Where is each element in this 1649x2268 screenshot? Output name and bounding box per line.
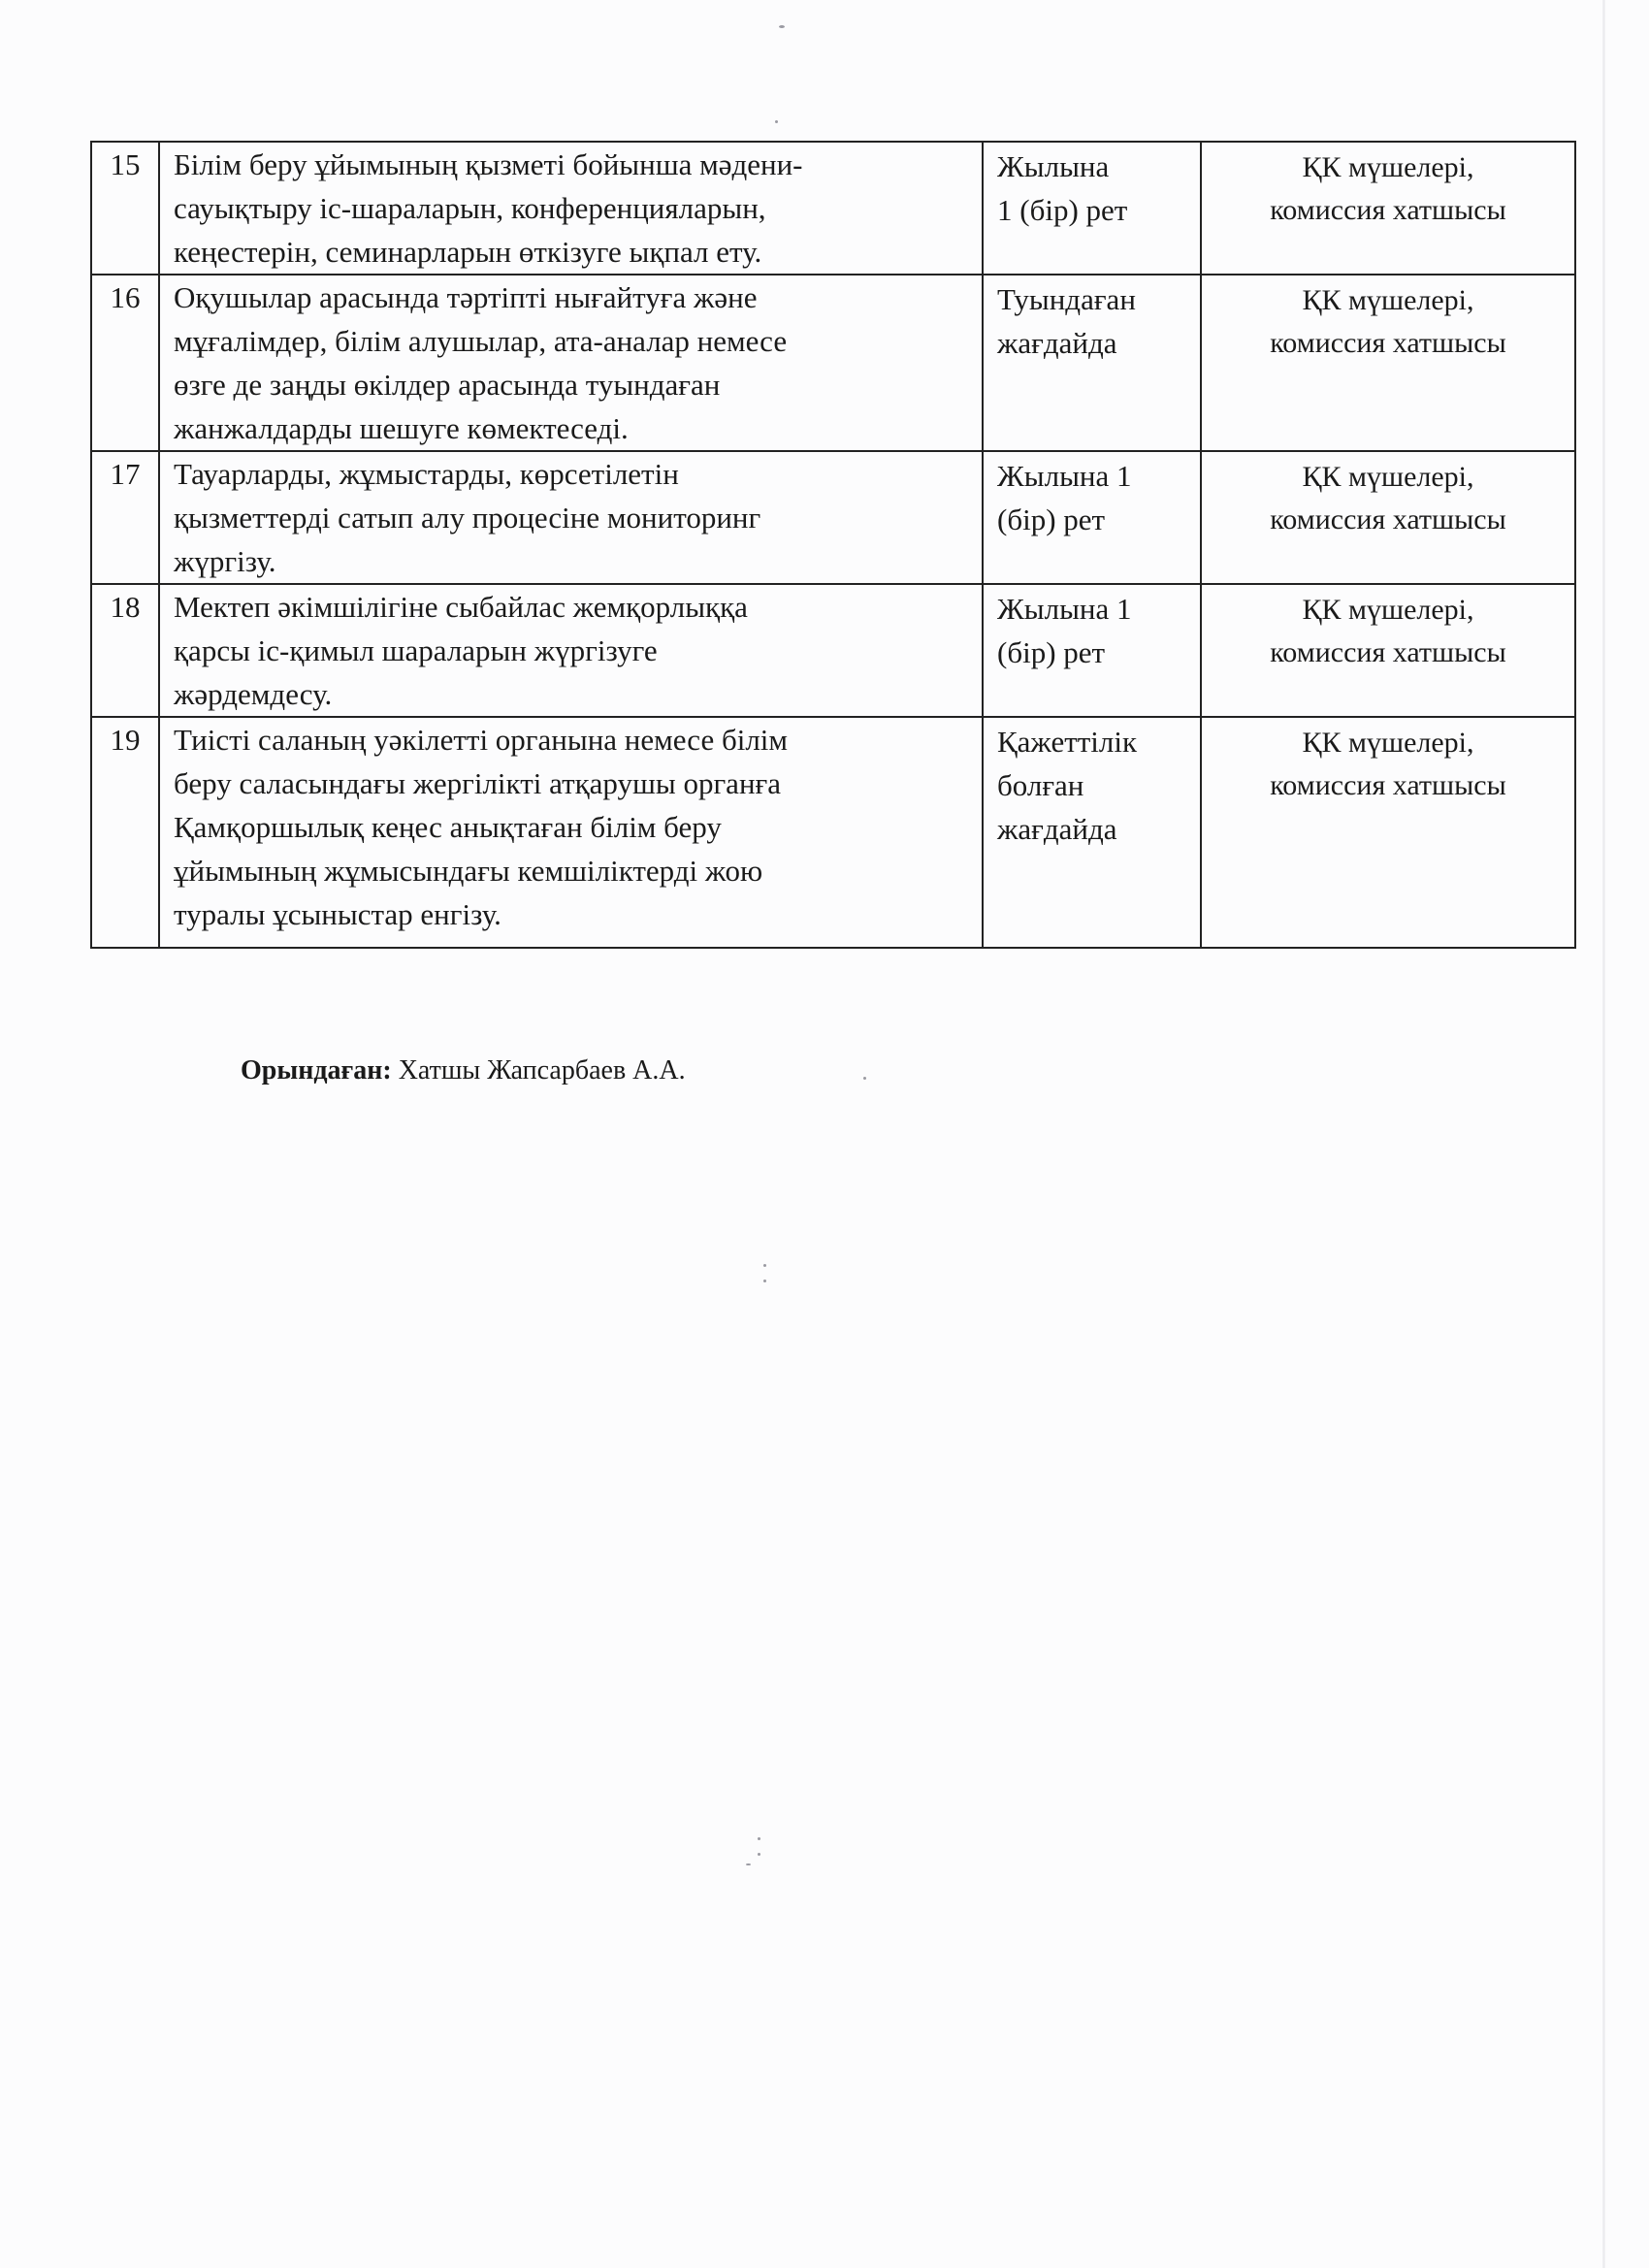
description-cell bbox=[159, 717, 983, 948]
frequency-line: 1 (бір) рет bbox=[997, 193, 1128, 227]
scan-speck bbox=[758, 1853, 760, 1856]
frequency-line: жағдайда bbox=[997, 812, 1117, 846]
frequency-line: Қажеттілік bbox=[997, 725, 1138, 759]
description-line: Оқушылар арасында тәртіпті нығайтуға және bbox=[174, 280, 758, 314]
action-plan-table bbox=[90, 141, 1576, 949]
responsible-line: комиссия хатшысы bbox=[1270, 636, 1506, 668]
description-line: өзге де заңды өкілдер арасында туындаған bbox=[174, 368, 721, 402]
description-cell bbox=[159, 451, 983, 584]
description-line: ұйымының жұмысындағы кемшіліктерді жою bbox=[174, 854, 763, 888]
signature-label: Орындаған: bbox=[241, 1055, 392, 1085]
responsible-line: ҚК мүшелері, bbox=[1302, 727, 1474, 759]
responsible-cell bbox=[1201, 142, 1575, 275]
table-row bbox=[91, 717, 1575, 948]
table-row bbox=[91, 275, 1575, 451]
responsible-cell bbox=[1201, 451, 1575, 584]
scan-speck bbox=[775, 120, 778, 123]
description-line: беру саласындағы жергілікті атқарушы органға bbox=[174, 766, 782, 800]
description-cell bbox=[159, 584, 983, 717]
signature-line bbox=[241, 1055, 686, 1086]
row-number-cell: 15 bbox=[91, 142, 159, 275]
frequency-line: (бір) рет bbox=[997, 635, 1106, 669]
responsible-line: комиссия хатшысы bbox=[1270, 194, 1506, 226]
description-line: сауықтыру іс-шараларын, конференцияларын, bbox=[174, 191, 766, 225]
table-body bbox=[91, 142, 1575, 948]
frequency-cell bbox=[983, 451, 1201, 584]
frequency-line: Жылына 1 bbox=[997, 459, 1132, 493]
description-line: туралы ұсыныстар енгізу. bbox=[174, 897, 501, 931]
table-row bbox=[91, 142, 1575, 275]
description-line: қызметтерді сатып алу процесіне мониторинг bbox=[174, 501, 761, 535]
description-line: мұғалімдер, білім алушылар, ата-аналар немесе bbox=[174, 324, 788, 358]
responsible-cell bbox=[1201, 584, 1575, 717]
signature-value: Хатшы Жапсарбаев А.А. bbox=[391, 1055, 686, 1085]
frequency-line: (бір) рет bbox=[997, 502, 1106, 536]
frequency-line: Жылына 1 bbox=[997, 592, 1132, 626]
description-line: Білім беру ұйымының қызметі бойынша мәдени- bbox=[174, 147, 803, 181]
scan-edge-shadow bbox=[1602, 0, 1605, 2268]
description-cell bbox=[159, 275, 983, 451]
table-row bbox=[91, 584, 1575, 717]
description-line: Тауарларды, жұмыстарды, көрсетілетін bbox=[174, 457, 679, 491]
responsible-cell bbox=[1201, 275, 1575, 451]
frequency-cell bbox=[983, 717, 1201, 948]
responsible-line: комиссия хатшысы bbox=[1270, 503, 1506, 535]
frequency-cell bbox=[983, 275, 1201, 451]
row-number-cell: 18 bbox=[91, 584, 159, 717]
frequency-line: Туындаған bbox=[997, 282, 1136, 316]
responsible-line: ҚК мүшелері, bbox=[1302, 594, 1474, 626]
frequency-line: болған bbox=[997, 768, 1084, 802]
scan-speck bbox=[746, 1863, 751, 1865]
description-line: Мектеп әкімшілігіне сыбайлас жемқорлыққа bbox=[174, 590, 748, 624]
scan-speck bbox=[779, 25, 785, 28]
scan-speck bbox=[763, 1280, 766, 1282]
description-cell bbox=[159, 142, 983, 275]
scan-speck bbox=[863, 1077, 866, 1080]
responsible-line: ҚК мүшелері, bbox=[1302, 461, 1474, 493]
responsible-line: ҚК мүшелері, bbox=[1302, 151, 1474, 183]
description-line: жанжалдарды шешуге көмектеседі. bbox=[174, 411, 629, 445]
frequency-line: Жылына bbox=[997, 149, 1110, 183]
scan-speck bbox=[758, 1837, 760, 1840]
description-line: кеңестерін, семинарларын өткізуге ықпал ету. bbox=[174, 235, 762, 269]
description-line: Тиісті саланың уәкілетті органына немесе білім bbox=[174, 723, 789, 757]
frequency-cell bbox=[983, 584, 1201, 717]
row-number-cell: 16 bbox=[91, 275, 159, 451]
responsible-cell bbox=[1201, 717, 1575, 948]
description-line: жүргізу. bbox=[174, 544, 276, 578]
scan-speck bbox=[763, 1264, 766, 1267]
description-line: Қамқоршылық кеңес анықтаған білім беру bbox=[174, 810, 722, 844]
frequency-cell bbox=[983, 142, 1201, 275]
responsible-line: ҚК мүшелері, bbox=[1302, 284, 1474, 316]
frequency-line: жағдайда bbox=[997, 326, 1117, 360]
responsible-line: комиссия хатшысы bbox=[1270, 327, 1506, 359]
description-line: қарсы іс-қимыл шараларын жүргізуге bbox=[174, 633, 658, 667]
row-number-cell: 17 bbox=[91, 451, 159, 584]
description-line: жәрдемдесу. bbox=[174, 677, 333, 711]
row-number-cell: 19 bbox=[91, 717, 159, 948]
table-row bbox=[91, 451, 1575, 584]
responsible-line: комиссия хатшысы bbox=[1270, 769, 1506, 801]
